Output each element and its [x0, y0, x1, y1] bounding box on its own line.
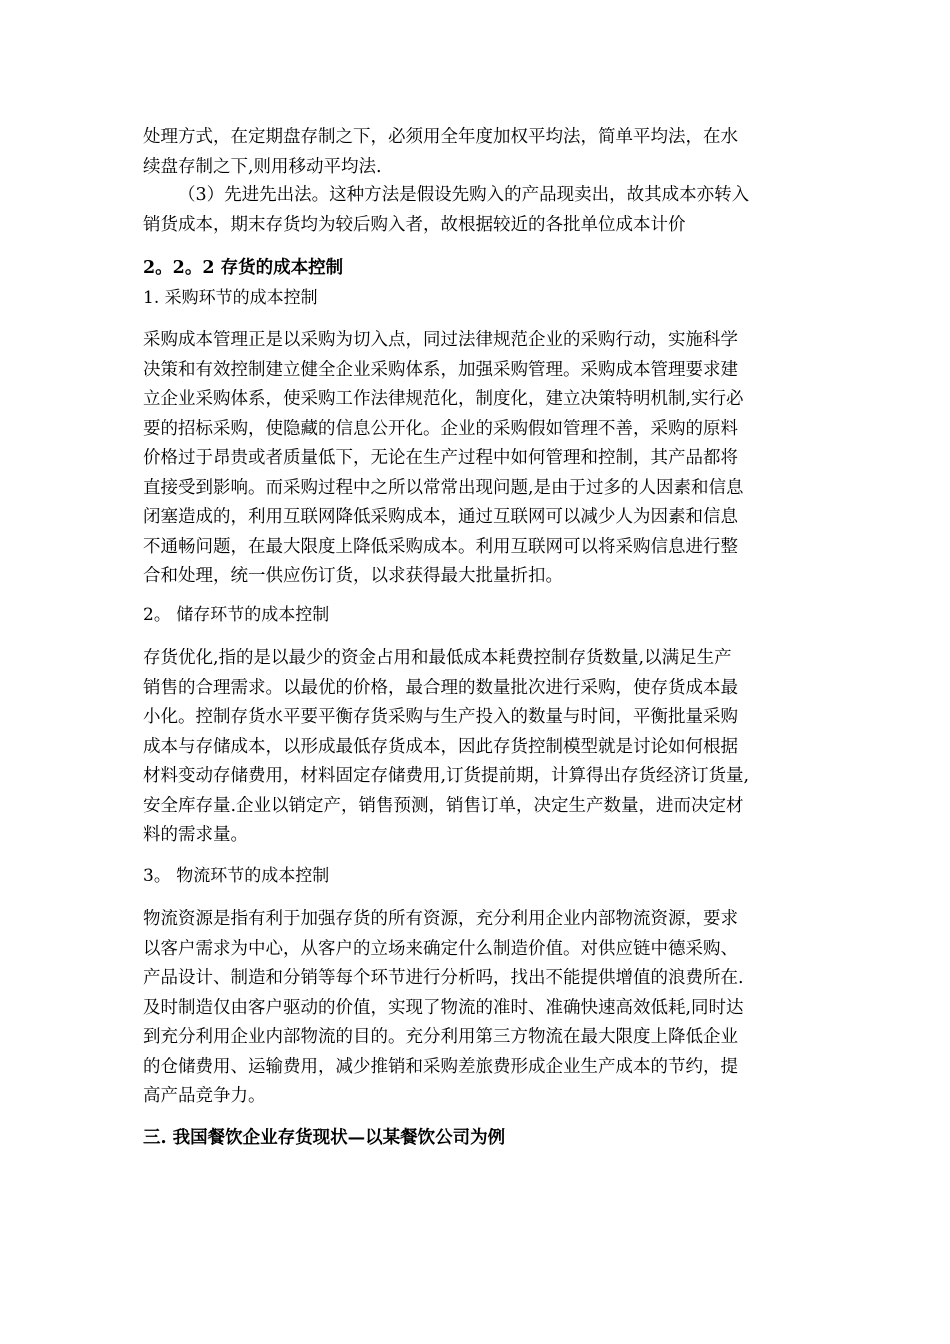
- subsection-heading-3: 3。 物流环节的成本控制: [143, 866, 330, 886]
- text-line: 直接受到影响。而采购过程中之所以常常出现问题,是由于过多的人因素和信息: [143, 477, 744, 498]
- storage-paragraph: [143, 644, 807, 851]
- text-line: 不通畅问题，在最大限度上降低采购成本。利用互联网可以将采购信息进行整: [143, 536, 738, 557]
- text-line: 料的需求量。: [143, 825, 248, 845]
- text-line: 要的招标采购，使隐藏的信息公开化。企业的采购假如管理不善，采购的原料: [143, 418, 738, 439]
- text-line: 及时制造仅由客户驱动的价值，实现了物流的准时、准确快速高效低耗,同时达: [143, 997, 744, 1018]
- text-line: 销货成本，期末存货均为较后购入者，故根据较近的各批单位成本计价: [143, 214, 686, 235]
- text-line: 以客户需求为中心，从客户的立场来确定什么制造价值。对供应链中德采购、: [143, 938, 738, 959]
- text-line: 的仓储费用、运输费用，减少推销和采购差旅费形成企业生产成本的节约，提: [143, 1056, 738, 1077]
- text-line: 高产品竞争力。: [143, 1086, 266, 1106]
- text-line: 存货优化,指的是以最少的资金占用和最低成本耗费控制存货数量,以满足生产: [143, 648, 732, 668]
- text-line: 立企业采购体系，使采购工作法律规范化，制度化，建立决策特明机制,实行必: [143, 389, 744, 409]
- text-line: 处理方式，在定期盘存制之下，必须用全年度加权平均法，简单平均法，在水: [143, 127, 738, 147]
- subsection-heading-1: 1. 采购环节的成本控制: [143, 288, 318, 308]
- text-line: 销售的合理需求。以最优的价格，最合理的数量批次进行采购，使存货成本最: [143, 677, 738, 698]
- text-line: 产品设计、制造和分销等每个环节进行分析吗，找出不能提供增值的浪费所在.: [143, 968, 744, 988]
- text-line: 物流资源是指有利于加强存货的所有资源，充分利用企业内部物流资源，要求: [143, 909, 738, 929]
- text-line: 闭塞造成的，利用互联网降低采购成本，通过互联网可以减少人为因素和信息: [143, 507, 738, 527]
- text-line: 决策和有效控制建立健全企业采购体系，加强采购管理。采购成本管理要求建: [143, 359, 738, 380]
- procurement-paragraph: [143, 326, 807, 592]
- text-line: 成本与存储成本，以形成最低存货成本，因此存货控制模型就是讨论如何根据: [143, 736, 738, 757]
- text-line: 安全库存量.企业以销定产，销售预测，销售订单，决定生产数量，进而决定材: [143, 795, 744, 816]
- text-line: 材料变动存储费用，材料固定存储费用,订货提前期，计算得出存货经济订货量,: [143, 766, 750, 786]
- section-heading-2-2-2: 2。2。2 存货的成本控制: [143, 258, 344, 278]
- text-line: 采购成本管理正是以采购为切入点，同过法律规范企业的采购行动，实施科学: [143, 330, 738, 350]
- logistics-paragraph: [143, 905, 807, 1112]
- text-line: 价格过于昂贵或者质量低下，无论在生产过程中如何管理和控制，其产品都将: [143, 448, 738, 468]
- fifo-paragraph: [143, 181, 807, 240]
- intro-paragraph: [143, 123, 807, 182]
- subsection-heading-2: 2。 储存环节的成本控制: [143, 605, 330, 625]
- section-heading-3: 三. 我国餐饮企业存货现状—以某餐饮公司为例: [143, 1128, 506, 1148]
- text-line: （3）先进先出法。这种方法是假设先购入的产品现卖出，故其成本亦转入: [178, 185, 750, 205]
- text-line: 到充分利用企业内部物流的目的。充分利用第三方物流在最大限度上降低企业: [143, 1027, 738, 1047]
- text-line: 续盘存制之下,则用移动平均法.: [143, 156, 382, 177]
- text-line: 合和处理，统一供应伤订货，以求获得最大批量折扣。: [143, 566, 563, 586]
- text-line: 小化。控制存货水平要平衡存货采购与生产投入的数量与时间，平衡批量采购: [143, 707, 738, 727]
